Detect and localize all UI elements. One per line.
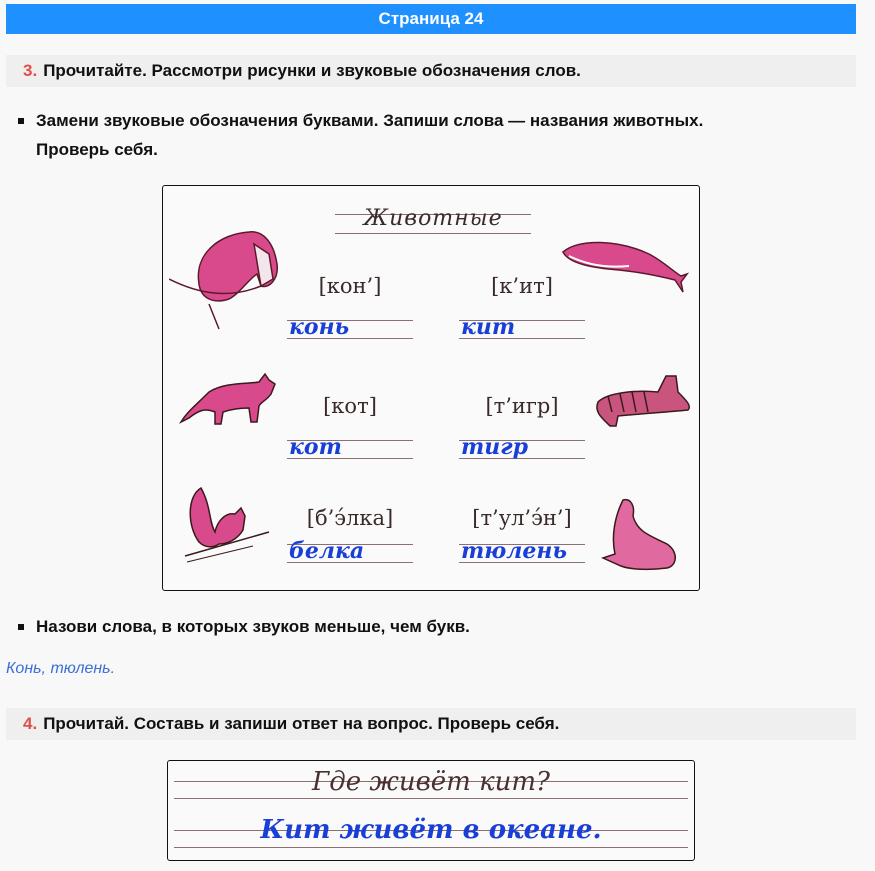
word-card bbox=[287, 394, 413, 460]
word-card bbox=[287, 274, 413, 340]
seal-icon bbox=[601, 496, 681, 576]
squirrel-icon bbox=[183, 486, 273, 564]
question-bullet bbox=[18, 612, 470, 641]
word-card bbox=[287, 506, 413, 564]
written-word: тигр bbox=[461, 434, 529, 460]
written-word: кит bbox=[461, 314, 516, 340]
question-text: Назови слова, в которых звуков меньше, чем букв. bbox=[36, 617, 470, 636]
question-answer-figure bbox=[167, 760, 695, 861]
task-number: 4. bbox=[23, 714, 38, 733]
written-word: белка bbox=[289, 538, 365, 564]
sound-notation: [кот] bbox=[323, 394, 377, 418]
word-card bbox=[459, 394, 585, 460]
instruction-line-2: Проверь себя. bbox=[36, 140, 158, 159]
instruction-bullet bbox=[18, 106, 703, 164]
bullet-icon bbox=[18, 118, 24, 124]
question-handwriting: Где живёт кит? bbox=[312, 767, 550, 797]
written-word: конь bbox=[289, 314, 350, 340]
task-4-header bbox=[6, 708, 856, 740]
task-title: Прочитайте. Рассмотри рисунки и звуковые обозначения слов. bbox=[43, 61, 581, 80]
task-number: 3. bbox=[23, 61, 38, 80]
answer-text: Конь, тюлень. bbox=[6, 660, 116, 677]
sound-notation: [т’ул’э́н’] bbox=[472, 506, 572, 530]
page-title: Страница 24 bbox=[6, 4, 856, 34]
task-3-header bbox=[6, 55, 856, 87]
figure-title: Животные bbox=[335, 200, 531, 236]
tiger-icon bbox=[588, 372, 693, 432]
task-title: Прочитай. Составь и запиши ответ на вопрос. Проверь себя. bbox=[43, 714, 560, 733]
horse-icon bbox=[169, 224, 281, 334]
written-word: кот bbox=[289, 434, 342, 460]
sound-notation: [к’ит] bbox=[491, 274, 553, 298]
written-word: тюлень bbox=[461, 538, 567, 564]
sound-notation: [т’игр] bbox=[485, 394, 559, 418]
word-card bbox=[459, 274, 585, 340]
bullet-icon bbox=[18, 624, 24, 630]
animals-figure bbox=[162, 185, 700, 591]
answer-handwriting: Кит живёт в океане. bbox=[260, 815, 602, 845]
word-card bbox=[459, 506, 585, 564]
sound-notation: [кон’] bbox=[318, 274, 382, 298]
cat-icon bbox=[179, 372, 279, 432]
instruction-line-1: Замени звуковые обозначения буквами. Запиши слова — названия животных. bbox=[36, 111, 704, 130]
sound-notation: [б’э́лка] bbox=[306, 506, 394, 530]
